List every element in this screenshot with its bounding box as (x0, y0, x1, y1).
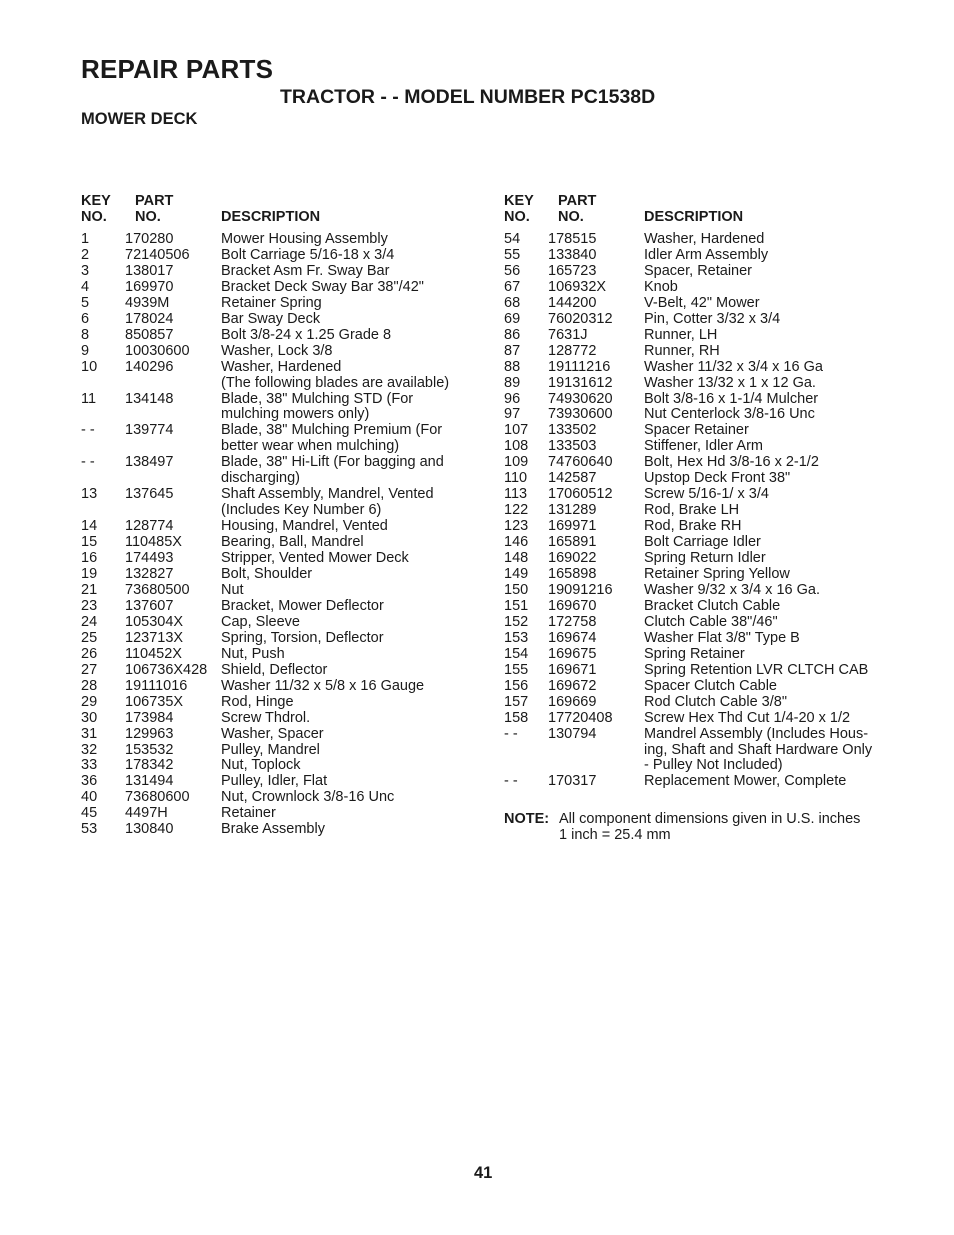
key-number: 32 (81, 741, 98, 758)
part-number: 178515 (548, 231, 597, 247)
part-number: 134148 (125, 390, 174, 407)
part-number: 137607 (125, 597, 174, 614)
part-description: Upstop Deck Front 38" (644, 470, 791, 487)
parts-row (81, 663, 481, 679)
part-description: Nut (221, 581, 244, 598)
part-number: 19091216 (548, 581, 613, 598)
part-number: 165723 (548, 262, 597, 279)
key-number: 88 (504, 358, 521, 375)
part-number: 169970 (125, 278, 174, 295)
part-description: Washer, Spacer (221, 725, 324, 742)
parts-row (504, 232, 904, 248)
part-number: 174493 (125, 550, 174, 567)
part-number: 73680600 (125, 789, 190, 806)
parts-row (504, 647, 904, 663)
part-number: 4497H (125, 805, 168, 822)
part-number: 138017 (125, 262, 174, 279)
key-number: 24 (81, 613, 98, 630)
key-number: 154 (504, 645, 529, 662)
key-number: 8 (81, 326, 90, 343)
parts-row (504, 567, 904, 583)
part-number: 133840 (548, 246, 597, 263)
key-number: 68 (504, 294, 521, 311)
part-header-line1: PART (135, 193, 174, 209)
part-number: 17720408 (548, 709, 613, 726)
part-description: Bolt 3/8-24 x 1.25 Grade 8 (221, 326, 392, 343)
part-description: Stripper, Vented Mower Deck (221, 550, 409, 567)
part-number: 132827 (125, 566, 174, 583)
part-description: Mandrel Assembly (Includes Hous- ing, Shaft and Shaft Hardware Only - Pulley Not Included) (644, 725, 873, 774)
parts-column-right (504, 193, 904, 790)
part-description: Rod, Brake RH (644, 518, 742, 535)
description-header: DESCRIPTION (221, 209, 321, 225)
key-number: 6 (81, 310, 90, 327)
part-description: Washer 13/32 x 1 x 12 Ga. (644, 374, 816, 391)
key-number: 152 (504, 613, 529, 630)
parts-row (504, 551, 904, 567)
key-number: 40 (81, 789, 98, 806)
parts-list-left (81, 232, 481, 838)
key-number: 123 (504, 518, 529, 535)
parts-row (81, 392, 481, 424)
key-number: 89 (504, 374, 521, 391)
part-number: 169669 (548, 693, 597, 710)
part-header-line2: NO. (135, 209, 161, 225)
key-number: 150 (504, 581, 529, 598)
part-description: Rod Clutch Cable 3/8" (644, 693, 787, 710)
key-number: 156 (504, 677, 529, 694)
parts-row (504, 695, 904, 711)
key-number: 33 (81, 757, 98, 774)
part-number: 131494 (125, 773, 174, 790)
part-header-line1: PART (558, 193, 597, 209)
key-number: 54 (504, 231, 521, 247)
parts-row (504, 503, 904, 519)
parts-row (81, 695, 481, 711)
part-number: 73680500 (125, 581, 190, 598)
parts-row (81, 344, 481, 360)
part-number: 106736X428 (125, 661, 208, 678)
note-label: NOTE: (504, 811, 550, 827)
key-number: 108 (504, 438, 529, 455)
key-number: 69 (504, 310, 521, 327)
part-number: 72140506 (125, 246, 190, 263)
key-number: 158 (504, 709, 529, 726)
part-description: Spacer Retainer (644, 422, 749, 439)
part-number: 137645 (125, 486, 174, 503)
part-number: 7631J (548, 326, 588, 343)
part-description: Screw 5/16-1/ x 3/4 (644, 486, 769, 503)
part-description: Nut Centerlock 3/8-16 Unc (644, 406, 815, 423)
parts-row (504, 328, 904, 344)
part-description: Shield, Deflector (221, 661, 328, 678)
part-description: Blade, 38" Mulching STD (For mulching mowers only) (221, 390, 414, 423)
part-description: Cap, Sleeve (221, 613, 300, 630)
part-number: 17060512 (548, 486, 613, 503)
parts-row (504, 631, 904, 647)
parts-row (81, 280, 481, 296)
description-header: DESCRIPTION (644, 209, 744, 225)
part-description: Retainer Spring Yellow (644, 566, 790, 583)
key-number: 9 (81, 342, 90, 359)
key-number: 87 (504, 342, 521, 359)
parts-row (504, 248, 904, 264)
part-description: Pin, Cotter 3/32 x 3/4 (644, 310, 781, 327)
part-description: Nut, Toplock (221, 757, 301, 774)
parts-row (81, 790, 481, 806)
part-description: Mower Housing Assembly (221, 231, 388, 247)
page-title: REPAIR PARTS (81, 54, 274, 84)
part-description: Blade, 38" Hi-Lift (For bagging and discharging) (221, 454, 444, 487)
part-number: 4939M (125, 294, 170, 311)
key-number: 107 (504, 422, 529, 439)
parts-row (504, 296, 904, 312)
parts-row (81, 312, 481, 328)
part-number: 110485X (125, 534, 182, 551)
key-number: 157 (504, 693, 529, 710)
part-description: Spring, Torsion, Deflector (221, 629, 384, 646)
part-description: Replacement Mower, Complete (644, 773, 847, 790)
part-number: 19111216 (548, 358, 611, 375)
parts-row (81, 758, 481, 774)
note-text: All component dimensions given in U.S. inches 1 inch = 25.4 mm (559, 811, 861, 843)
part-number: 169671 (548, 661, 597, 678)
key-number: 86 (504, 326, 521, 343)
parts-row (81, 679, 481, 695)
part-description: Bolt Carriage 5/16-18 x 3/4 (221, 246, 395, 263)
parts-row (504, 407, 904, 423)
part-description: Housing, Mandrel, Vented (221, 518, 388, 535)
key-number: - - (504, 773, 518, 790)
part-description: Brake Assembly (221, 821, 325, 838)
part-number: 169670 (548, 597, 597, 614)
key-number: 13 (81, 486, 98, 503)
key-number: 10 (81, 358, 98, 375)
key-number: 1 (81, 231, 90, 247)
key-header-line2: NO. (504, 209, 530, 225)
key-number: 153 (504, 629, 529, 646)
part-description: Shaft Assembly, Mandrel, Vented (Includes Key Number 6) (221, 486, 434, 519)
parts-row (504, 711, 904, 727)
parts-row (81, 455, 481, 487)
key-header-line1: KEY (81, 193, 111, 209)
part-number: 110452X (125, 645, 182, 662)
key-number: 122 (504, 502, 529, 519)
parts-row (81, 328, 481, 344)
parts-row (81, 774, 481, 790)
part-description: Idler Arm Assembly (644, 246, 769, 263)
key-number: 149 (504, 566, 529, 583)
key-number: 53 (81, 821, 98, 838)
key-number: - - (81, 422, 95, 439)
key-number: 146 (504, 534, 529, 551)
parts-row (81, 487, 481, 519)
key-number: 19 (81, 566, 98, 583)
parts-row (504, 392, 904, 408)
key-number: 97 (504, 406, 521, 423)
parts-row (81, 615, 481, 631)
part-number: 178024 (125, 310, 174, 327)
part-description: Washer 11/32 x 3/4 x 16 Ga (644, 358, 823, 375)
part-number: 173984 (125, 709, 174, 726)
key-number: 55 (504, 246, 521, 263)
part-number: 165898 (548, 566, 597, 583)
key-number: 16 (81, 550, 98, 567)
parts-row (81, 360, 481, 392)
part-number: 169675 (548, 645, 597, 662)
part-number: 169971 (548, 518, 597, 535)
key-number: 3 (81, 262, 90, 279)
key-number: - - (504, 725, 518, 742)
key-number: 2 (81, 246, 90, 263)
parts-row (504, 439, 904, 455)
part-description: Washer, Hardened (644, 231, 765, 247)
part-number: 105304X (125, 613, 184, 630)
part-number: 169674 (548, 629, 597, 646)
part-description: Washer, Lock 3/8 (221, 342, 333, 359)
parts-row (504, 663, 904, 679)
parts-row (81, 551, 481, 567)
part-description: Bolt, Shoulder (221, 566, 313, 583)
key-number: 11 (81, 390, 97, 407)
part-number: 19131612 (548, 374, 613, 391)
parts-row (504, 376, 904, 392)
part-description: Bracket Clutch Cable (644, 597, 781, 614)
parts-row (81, 631, 481, 647)
parts-row (81, 727, 481, 743)
parts-row (504, 487, 904, 503)
part-description: Washer 9/32 x 3/4 x 16 Ga. (644, 581, 820, 598)
part-description: Spacer, Retainer (644, 262, 753, 279)
parts-row (81, 583, 481, 599)
part-number: 142587 (548, 470, 597, 487)
key-number: 26 (81, 645, 98, 662)
parts-column-left (81, 193, 481, 838)
key-number: 27 (81, 661, 98, 678)
part-number: 74760640 (548, 454, 613, 471)
part-number: 144200 (548, 294, 597, 311)
part-description: Bracket Asm Fr. Sway Bar (221, 262, 390, 279)
parts-row (81, 567, 481, 583)
parts-row (81, 647, 481, 663)
key-number: 29 (81, 693, 98, 710)
part-description: Bar Sway Deck (221, 310, 321, 327)
parts-list-right (504, 232, 904, 790)
part-description: Pulley, Idler, Flat (221, 773, 328, 790)
part-description: Pulley, Mandrel (221, 741, 320, 758)
part-number: 850857 (125, 326, 174, 343)
parts-row (504, 583, 904, 599)
key-number: 31 (81, 725, 98, 742)
part-number: 139774 (125, 422, 174, 439)
parts-row (504, 471, 904, 487)
model-subtitle: TRACTOR - - MODEL NUMBER PC1538D (280, 86, 656, 108)
part-description: Spring Retainer (644, 645, 745, 662)
part-number: 170280 (125, 231, 174, 247)
parts-row (81, 711, 481, 727)
part-number: 129963 (125, 725, 174, 742)
part-description: Retainer Spring (221, 294, 322, 311)
column-header (81, 193, 481, 232)
part-number: 133503 (548, 438, 597, 455)
key-number: 96 (504, 390, 521, 407)
part-number: 128772 (548, 342, 597, 359)
parts-row (504, 423, 904, 439)
key-number: 67 (504, 278, 521, 295)
part-description: Nut, Crownlock 3/8-16 Unc (221, 789, 395, 806)
parts-row (504, 344, 904, 360)
key-number: 30 (81, 709, 98, 726)
key-number: 15 (81, 534, 98, 551)
key-number: 28 (81, 677, 98, 694)
part-description: Bearing, Ball, Mandrel (221, 534, 364, 551)
key-number: 14 (81, 518, 98, 535)
key-number: 36 (81, 773, 98, 790)
part-number: 19111016 (125, 677, 188, 694)
key-header-line1: KEY (504, 193, 534, 209)
part-description: Washer Flat 3/8" Type B (644, 629, 800, 646)
part-description: Screw Hex Thd Cut 1/4-20 x 1/2 (644, 709, 851, 726)
part-description: Spacer Clutch Cable (644, 677, 777, 694)
parts-row (81, 248, 481, 264)
parts-row (504, 535, 904, 551)
parts-row (504, 774, 904, 790)
part-number: 130840 (125, 821, 174, 838)
parts-row (504, 679, 904, 695)
key-number: 5 (81, 294, 90, 311)
parts-row (81, 743, 481, 759)
part-description: Rod, Brake LH (644, 502, 740, 519)
part-number: 74930620 (548, 390, 613, 407)
part-header-line2: NO. (558, 209, 584, 225)
part-description: V-Belt, 42" Mower (644, 294, 760, 311)
parts-row (504, 519, 904, 535)
part-number: 140296 (125, 358, 174, 375)
part-description: Bracket, Mower Deflector (221, 597, 384, 614)
key-number: 110 (504, 470, 528, 487)
part-number: 106932X (548, 278, 607, 295)
parts-row (504, 312, 904, 328)
key-number: 148 (504, 550, 529, 567)
key-number: 151 (504, 597, 529, 614)
part-number: 133502 (548, 422, 597, 439)
parts-row (81, 519, 481, 535)
part-number: 128774 (125, 518, 174, 535)
part-description: Retainer (221, 805, 276, 822)
part-description: Nut, Push (221, 645, 285, 662)
part-description: Stiffener, Idler Arm (644, 438, 764, 455)
part-description: Washer, Hardened (The following blades are available) (221, 358, 450, 391)
part-description: Runner, RH (644, 342, 720, 359)
part-description: Bracket Deck Sway Bar 38"/42" (221, 278, 424, 295)
parts-row (81, 599, 481, 615)
part-description: Washer 11/32 x 5/8 x 16 Gauge (221, 677, 425, 694)
parts-row (81, 535, 481, 551)
part-number: 131289 (548, 502, 597, 519)
part-number: 73930600 (548, 406, 613, 423)
parts-row (81, 296, 481, 312)
part-description: Spring Retention LVR CLTCH CAB (644, 661, 869, 678)
parts-row (504, 360, 904, 376)
part-description: Bolt, Hex Hd 3/8-16 x 2-1/2 (644, 454, 819, 471)
part-number: 106735X (125, 693, 184, 710)
parts-row (504, 280, 904, 296)
part-number: 169672 (548, 677, 597, 694)
key-number: 25 (81, 629, 98, 646)
part-number: 76020312 (548, 310, 613, 327)
parts-row (504, 455, 904, 471)
parts-row (504, 615, 904, 631)
part-description: Bolt 3/8-16 x 1-1/4 Mulcher (644, 390, 819, 407)
parts-row (504, 727, 904, 775)
part-number: 153532 (125, 741, 174, 758)
column-header (504, 193, 904, 232)
parts-row (81, 232, 481, 248)
part-description: Bolt Carriage Idler (644, 534, 761, 551)
parts-row (81, 264, 481, 280)
parts-row (81, 423, 481, 455)
key-number: 23 (81, 597, 98, 614)
key-number: 113 (504, 486, 528, 503)
dimensions-note (504, 811, 860, 843)
key-number: 45 (81, 805, 98, 822)
section-heading: MOWER DECK (81, 110, 198, 128)
parts-row (81, 806, 481, 822)
part-number: 123713X (125, 629, 184, 646)
key-number: - - (81, 454, 95, 471)
part-description: Clutch Cable 38"/46" (644, 613, 778, 630)
key-header-line2: NO. (81, 209, 107, 225)
part-number: 169022 (548, 550, 597, 567)
part-number: 178342 (125, 757, 174, 774)
part-description: Knob (644, 278, 678, 295)
part-description: Blade, 38" Mulching Premium (For better wear when mulching) (221, 422, 443, 455)
page-number: 41 (474, 1164, 493, 1182)
key-number: 4 (81, 278, 90, 295)
part-number: 130794 (548, 725, 597, 742)
part-number: 10030600 (125, 342, 190, 359)
part-number: 138497 (125, 454, 174, 471)
part-description: Rod, Hinge (221, 693, 294, 710)
part-description: Spring Return Idler (644, 550, 766, 567)
part-description: Screw Thdrol. (221, 709, 311, 726)
key-number: 21 (81, 581, 98, 598)
parts-row (504, 599, 904, 615)
part-number: 165891 (548, 534, 597, 551)
key-number: 56 (504, 262, 521, 279)
parts-row (504, 264, 904, 280)
key-number: 109 (504, 454, 529, 471)
part-number: 172758 (548, 613, 597, 630)
parts-row (81, 822, 481, 838)
key-number: 155 (504, 661, 529, 678)
part-description: Runner, LH (644, 326, 718, 343)
part-number: 170317 (548, 773, 597, 790)
